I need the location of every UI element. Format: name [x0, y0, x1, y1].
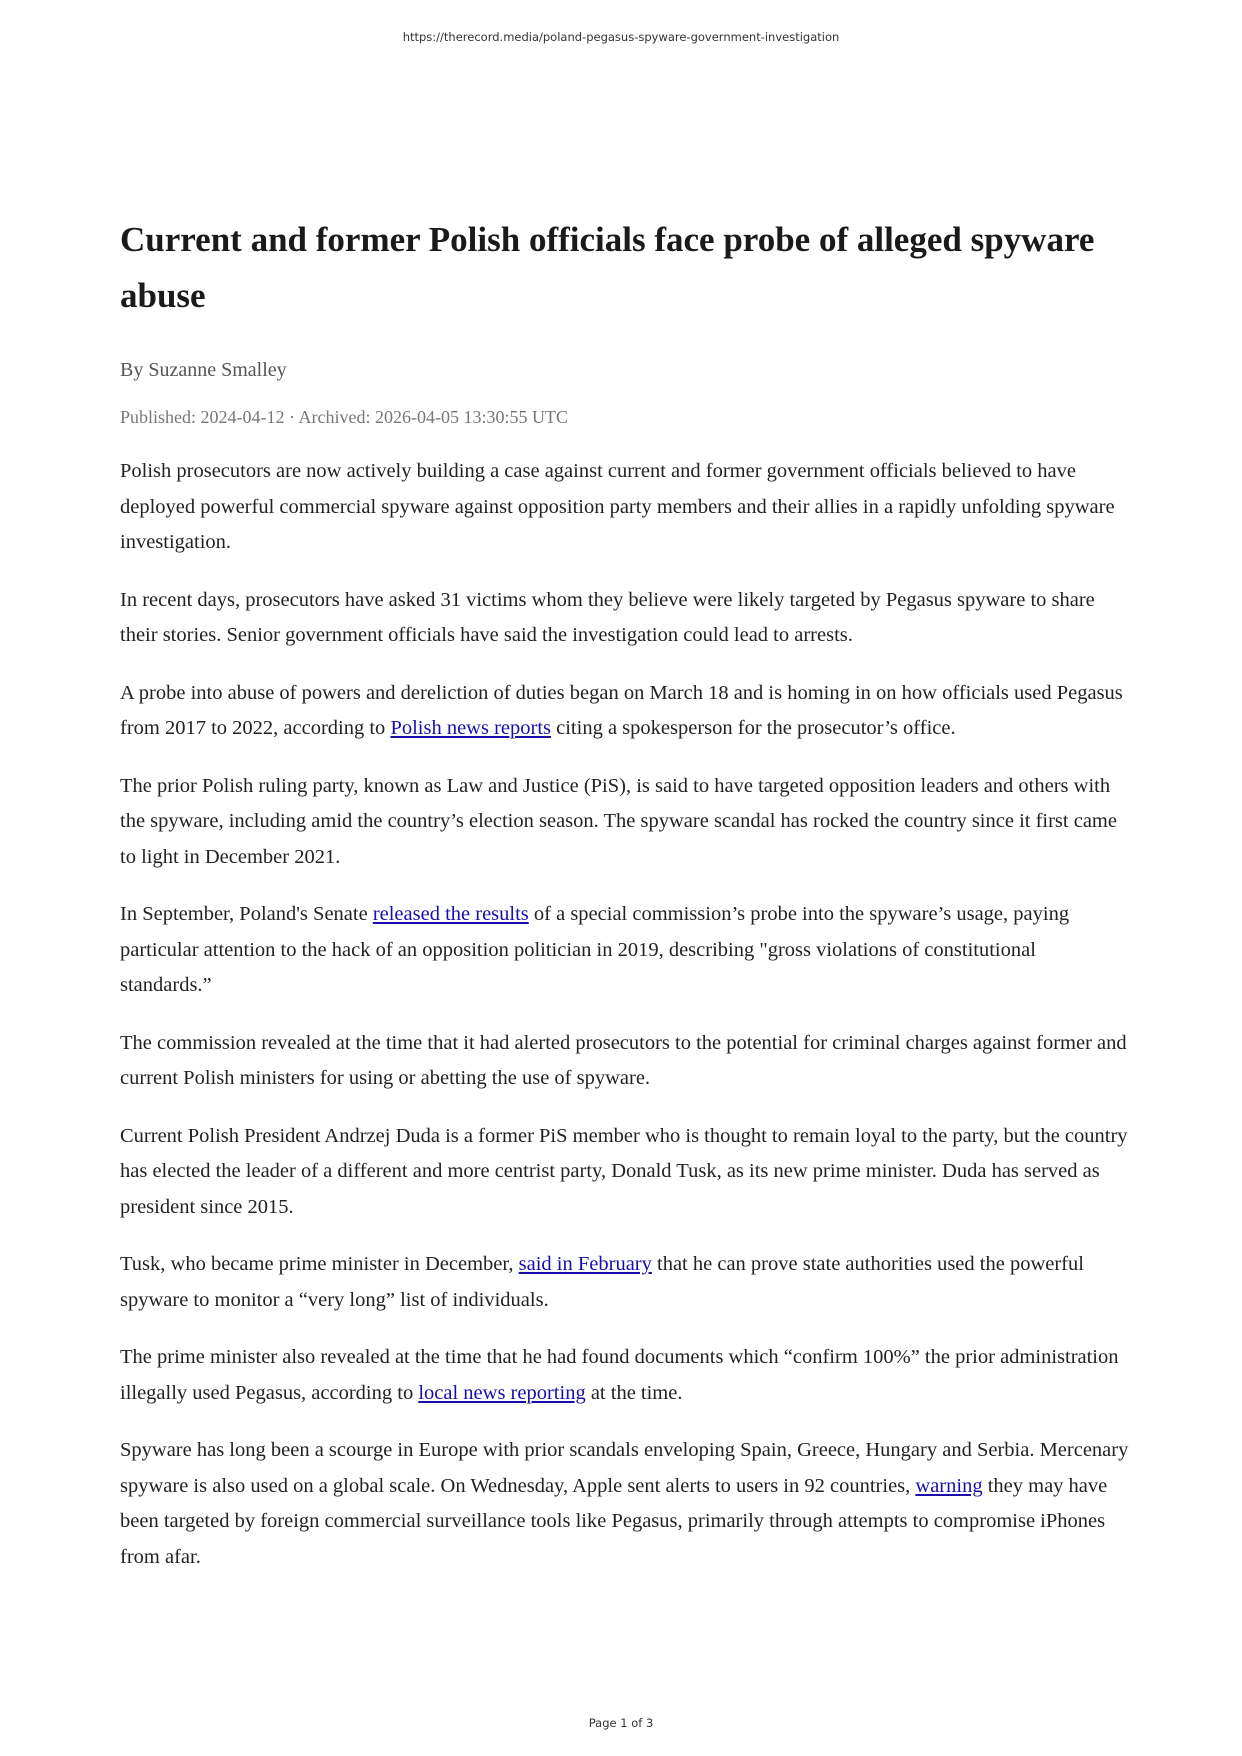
paragraph-9-text-after: at the time. [585, 1381, 683, 1404]
paragraph-9 [120, 1340, 1130, 1411]
paragraph-10 [120, 1433, 1130, 1575]
warning-link[interactable]: warning [915, 1474, 983, 1497]
article-meta: Published: 2024-04-12 · Archived: 2026-04-05 13:30:55 UTC [120, 407, 568, 427]
paragraph-5 [120, 897, 1130, 1004]
article [120, 212, 1130, 1597]
paragraph-5-text-before: In September, Poland's Senate [120, 903, 373, 925]
paragraph-8-text-before: Tusk, who became prime minister in December, [120, 1253, 519, 1275]
paragraph-6: The commission revealed at the time that it had alerted prosecutors to the potential for criminal charges against former and current Polish ministers for using or abetting the use of spyware. [120, 1031, 1127, 1089]
paragraph-8 [120, 1247, 1130, 1318]
released-the-results-link[interactable]: released the results [372, 903, 529, 925]
paragraph-3 [120, 676, 1130, 747]
page-url-header: https://therecord.media/poland-pegasus-spyware-government-investigation [402, 30, 840, 44]
paragraph-10-text-before: Spyware has long been a scourge in Europe with prior scandals enveloping Spain, Greece, Hungary and Serbia. Mercenary spyware is also used on a global scale. On Wednesday, Apple sent alerts to users in 92 countries, [120, 1439, 1129, 1497]
paragraph-4: The prior Polish ruling party, known as Law and Justice (PiS), is said to have targeted opposition leaders and others with the spyware, including amid the country’s election season. The spyware scandal has rocked the country since it first came to light in December 2021. [120, 774, 1117, 868]
paragraph-7: Current Polish President Andrzej Duda is a former PiS member who is thought to remain loyal to the party, but the country has elected the leader of a different and more centrist party, Donald Tusk, as its new prime minister. Duda has served as president since 2015. [120, 1124, 1128, 1218]
paragraph-8-text-after: that he can prove state authorities used the powerful spyware to monitor a “very long” list of individuals. [120, 1253, 1084, 1311]
paragraph-10-text-after: they may have been targeted by foreign commercial surveillance tools like Pegasus, primarily through attempts to compromise iPhones from afar. [120, 1474, 1108, 1568]
page-number-footer: Page 1 of 3 [588, 1716, 654, 1730]
local-news-reporting-link[interactable]: local news reporting [418, 1381, 586, 1404]
paragraph-2: In recent days, prosecutors have asked 31 victims whom they believe were likely targeted by Pegasus spyware to share their stories. Senior government officials have said the investigation could lead to arrests. [120, 588, 1095, 646]
paragraph-3-text-before: A probe into abuse of powers and dereliction of duties began on March 18 and is homing in on how officials used Pegasus from 2017 to 2022, according to [120, 681, 1123, 739]
paragraph-5-text-after: of a special commission’s probe into the spyware’s usage, paying particular attention to the hack of an opposition politician in 2019, describing "gross violations of constitutional standards.” [120, 903, 1070, 996]
paragraph-3-text-after: citing a spokesperson for the prosecutor’s office. [551, 717, 956, 739]
article-byline: By Suzanne Smalley [120, 359, 287, 381]
polish-news-reports-link[interactable]: Polish news reports [390, 717, 552, 739]
paragraph-9-text-before: The prime minister also revealed at the time that he had found documents which “confirm 100%” the prior administration illegally used Pegasus, according to [120, 1346, 1119, 1404]
paragraph-1: Polish prosecutors are now actively building a case against current and former government officials believed to have deployed powerful commercial spyware against opposition party members and their allies in a rapidly unfolding spyware investigation. [120, 460, 1115, 553]
article-body [120, 454, 1130, 1575]
said-in-february-link[interactable]: said in February [518, 1253, 652, 1275]
article-title: Current and former Polish officials face probe of alleged spyware abuse [120, 220, 1095, 315]
